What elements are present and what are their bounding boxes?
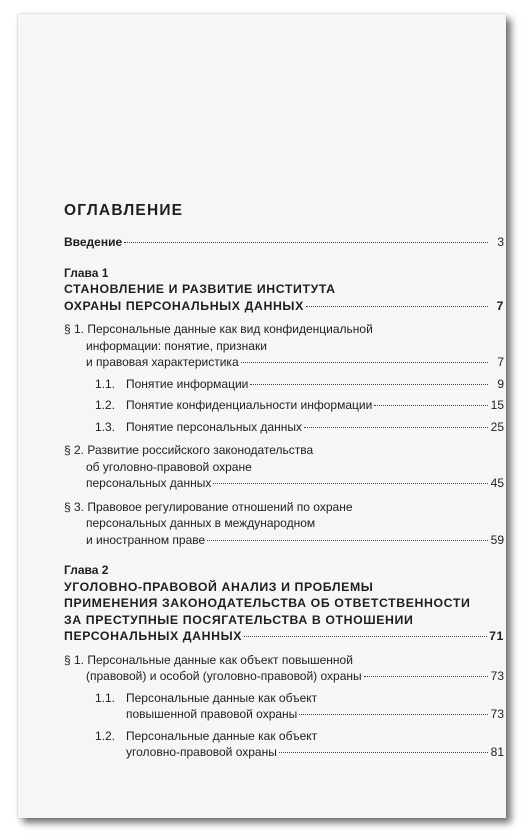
section-last-line — [86, 532, 504, 549]
chapter-title-lines — [64, 281, 504, 314]
section-lines — [64, 442, 504, 492]
leader-dots — [244, 636, 487, 637]
chapter-title — [64, 281, 504, 314]
section-entry — [64, 499, 504, 549]
leader-dots — [213, 483, 488, 484]
chapter-title-line: УГОЛОВНО-ПРАВОВОЙ АНАЛИЗ И ПРОБЛЕМЫ — [64, 579, 374, 594]
subsection-last-line — [126, 419, 504, 436]
subsection-entry — [64, 376, 504, 393]
section-lines — [64, 321, 504, 371]
section-line: и иностранном праве — [86, 532, 206, 547]
section-line: § 1. Персональные данные как вид конфиденциальной — [64, 322, 373, 336]
chapter-label: Глава 1 — [64, 265, 109, 280]
table-of-contents — [64, 202, 504, 761]
subsection-entry — [64, 397, 504, 414]
chapter-title-line: СТАНОВЛЕНИЕ И РАЗВИТИЕ ИНСТИТУТА — [64, 282, 336, 296]
section-line: информации: понятие, признаки — [86, 338, 267, 353]
subsection-line: Понятие информации — [126, 376, 249, 391]
section-line: персональных данных — [86, 476, 212, 490]
leader-dots — [364, 676, 488, 677]
subsection-page: 15 — [490, 398, 504, 412]
subsection-number: 1.3. — [95, 419, 116, 434]
chapter-block — [64, 562, 504, 761]
section-line: (правовой) и особой (уголовно-правовой) охраны — [86, 669, 362, 683]
section-line: § 1. Персональные данные как объект повышенной — [64, 652, 353, 667]
subsection-line: Понятие конфиденциальности информации — [126, 398, 373, 412]
section-last-line — [86, 668, 504, 685]
leader-dots — [299, 714, 488, 715]
section-lines — [64, 652, 504, 685]
section-line: § 2. Развитие российского законодательства — [64, 443, 314, 457]
intro-page: 3 — [497, 235, 504, 249]
leader-dots — [374, 405, 488, 406]
intro-label: Введение — [64, 235, 123, 249]
subsection-lines — [95, 419, 504, 436]
chapter-title-line: ЗА ПРЕСТУПНЫЕ ПОСЯГАТЕЛЬСТВА В ОТНОШЕНИИ — [64, 612, 414, 627]
book-page — [18, 14, 506, 818]
chapter-block — [64, 265, 504, 549]
chapter-title — [64, 579, 504, 645]
chapter-title-line: ПРИМЕНЕНИЯ ЗАКОНОДАТЕЛЬСТВА ОБ ОТВЕТСТВЕННОСТИ — [64, 596, 471, 610]
subsection-number: 1.1. — [95, 690, 116, 705]
subsection-line: Понятие персональных данных — [126, 419, 302, 434]
subsection-lines — [95, 728, 504, 761]
leader-dots — [207, 540, 488, 541]
subsection-page: 9 — [497, 376, 504, 391]
chapter-title-last-line — [64, 628, 504, 645]
subsection-last-line — [126, 376, 504, 393]
section-last-line — [86, 354, 504, 371]
leader-dots — [306, 306, 488, 307]
subsection-line: уголовно-правовой охраны — [126, 745, 277, 759]
toc-title: ОГЛАВЛЕНИЕ — [64, 202, 184, 219]
subsection-line: Персональные данные как объект — [126, 690, 318, 705]
subsection-last-line — [126, 744, 504, 761]
subsection-line: повышенной правовой охраны — [126, 707, 298, 721]
section-page: 73 — [490, 669, 504, 683]
section-entry — [64, 321, 504, 371]
subsection-line: Персональные данные как объект — [126, 728, 318, 743]
section-line: об уголовно-правовой охране — [86, 459, 252, 474]
subsection-last-line — [126, 397, 504, 414]
leader-dots — [250, 384, 488, 385]
subsection-page: 25 — [490, 419, 504, 434]
section-line: § 3. Правовое регулирование отношений по охране — [64, 499, 353, 514]
chapter-title-line: ПЕРСОНАЛЬНЫХ ДАННЫХ — [64, 629, 243, 643]
section-lines — [64, 499, 504, 549]
section-page: 45 — [490, 476, 504, 490]
chapter-title-page: 7 — [496, 298, 504, 313]
subsection-page: 73 — [490, 707, 504, 721]
subsection-page: 81 — [490, 745, 504, 759]
section-page: 59 — [490, 532, 504, 547]
subsection-entry — [64, 690, 504, 723]
subsection-lines — [95, 376, 504, 393]
section-entry — [64, 652, 504, 685]
subsection-entry — [64, 728, 504, 761]
subsection-last-line — [126, 706, 504, 723]
toc-entry-introduction — [64, 234, 504, 251]
leader-dots — [304, 427, 488, 428]
chapter-label: Глава 2 — [64, 563, 109, 577]
leader-dots — [241, 362, 488, 363]
leader-dots — [124, 242, 488, 243]
subsection-lines — [95, 397, 504, 414]
chapter-title-lines — [64, 579, 504, 645]
subsection-number: 1.2. — [95, 728, 116, 743]
subsection-entry — [64, 419, 504, 436]
subsection-number: 1.1. — [95, 376, 116, 391]
chapters-list — [64, 265, 504, 761]
section-line: персональных данных в международном — [86, 516, 316, 530]
section-entry — [64, 442, 504, 492]
section-line: и правовая характеристика — [86, 355, 239, 369]
leader-dots — [279, 752, 488, 753]
section-page: 7 — [497, 355, 504, 369]
chapter-title-page: 71 — [489, 629, 504, 643]
section-last-line — [86, 475, 504, 492]
subsection-number: 1.2. — [95, 398, 116, 412]
chapter-title-last-line — [64, 298, 504, 315]
subsection-lines — [95, 690, 504, 723]
chapter-title-line: ОХРАНЫ ПЕРСОНАЛЬНЫХ ДАННЫХ — [64, 298, 304, 313]
